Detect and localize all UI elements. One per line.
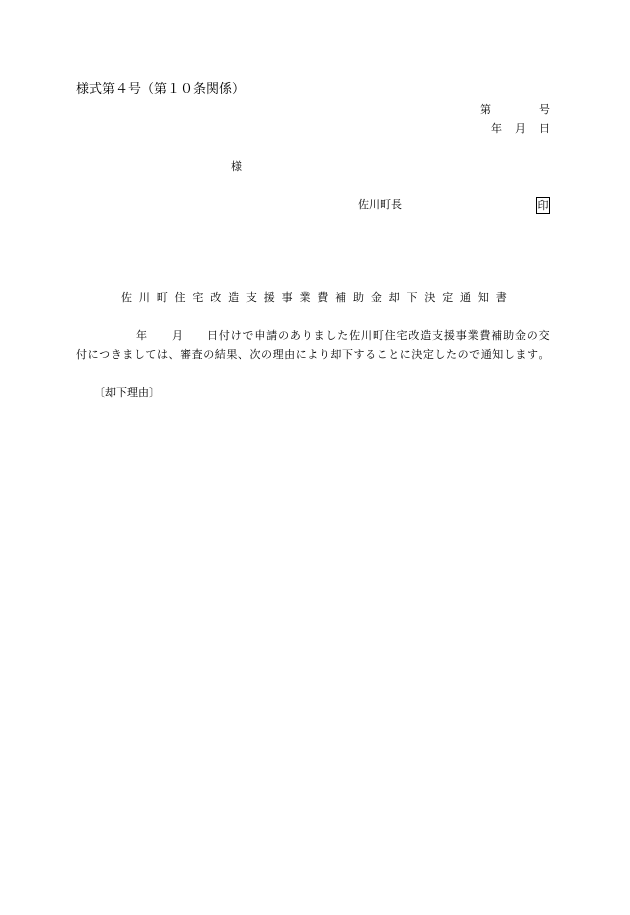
document-title-char: 川 <box>138 291 150 304</box>
body-line-1-char: 改 <box>408 329 420 342</box>
document-title-char: 費 <box>317 291 329 304</box>
body-year-label: 年 <box>136 329 147 342</box>
body-line-1-char: 川 <box>360 329 372 342</box>
body-line-2-char: 知 <box>492 348 504 361</box>
document-title-char: 定 <box>442 291 454 304</box>
document-title-char: 下 <box>406 291 418 304</box>
body-line-2-char: 決 <box>411 348 423 361</box>
body-line-2-char: 通 <box>480 348 492 361</box>
body-line-2-char: て <box>145 348 157 361</box>
body-line-2-char: 定 <box>422 348 434 361</box>
body-line-2-char: ま <box>122 348 134 361</box>
addressee-honorific: 様 <box>231 160 242 173</box>
document-title-char: 補 <box>335 291 347 304</box>
body-line-2-char: よ <box>307 348 319 361</box>
body-line-2-char: き <box>110 348 122 361</box>
body-line-2-char: の <box>203 348 215 361</box>
body-line-2-char: す <box>526 348 538 361</box>
date-day-label: 日 <box>539 122 550 135</box>
body-line-1-char: の <box>278 329 290 342</box>
body-line-2-char: 結 <box>214 348 226 361</box>
document-title <box>121 291 507 305</box>
document-title-char: 却 <box>388 291 400 304</box>
body-line-1-char: 業 <box>467 329 479 342</box>
body-line-1-char: 申 <box>254 329 266 342</box>
document-title-char: 通 <box>460 291 472 304</box>
body-line-2-char: 次 <box>249 348 261 361</box>
body-line-2-char: 理 <box>272 348 284 361</box>
body-line-2-char: 却 <box>330 348 342 361</box>
body-line-1-char: し <box>325 329 337 342</box>
body-line-1-char: 補 <box>491 329 503 342</box>
body-line-1-char: 費 <box>479 329 491 342</box>
form-label: 様式第４号（第１０条関係） <box>76 82 246 97</box>
body-line-2-char: の <box>457 348 469 361</box>
body-line-1-char: 日 <box>207 329 218 342</box>
body-line-2-char: 、 <box>237 348 249 361</box>
issuer-name: 佐川町長 <box>358 198 402 211</box>
seal-mark: 印 <box>537 199 549 212</box>
document-title-char: 佐 <box>121 291 132 304</box>
body-line-2-char: ま <box>515 348 527 361</box>
body-line-2-char: し <box>434 348 446 361</box>
body-line-1-char: あ <box>289 329 301 342</box>
document-title-char: 造 <box>228 291 240 304</box>
body-line-2-char: つ <box>99 348 111 361</box>
body-line-1-char: ま <box>313 329 325 342</box>
body-line-1-char: 交 <box>538 329 550 342</box>
document-title-char: 金 <box>370 291 382 304</box>
body-line-2-char: 。 <box>538 348 550 361</box>
body-line-2-char: 由 <box>284 348 296 361</box>
body-line-2-char: で <box>469 348 481 361</box>
document-number-suffix: 号 <box>539 103 550 116</box>
document-title-char: 知 <box>477 291 489 304</box>
body-line-1-char: 事 <box>455 329 467 342</box>
body-line-1-char: け <box>230 329 242 342</box>
body-line-1 <box>207 329 550 343</box>
date-month-label: 月 <box>515 122 526 135</box>
document-title-char: 改 <box>210 291 222 304</box>
body-line-2 <box>76 348 550 362</box>
body-line-2-char: 、 <box>168 348 180 361</box>
body-line-2-char: り <box>318 348 330 361</box>
body-line-1-char: 佐 <box>349 329 361 342</box>
body-line-2-char: 果 <box>226 348 238 361</box>
body-line-1-char: 請 <box>266 329 278 342</box>
document-title-char: 援 <box>263 291 275 304</box>
document-title-char: 宅 <box>192 291 204 304</box>
document-title-char: 住 <box>174 291 186 304</box>
body-line-2-char: に <box>399 348 411 361</box>
body-line-2-char: に <box>87 348 99 361</box>
body-line-1-char: の <box>526 329 538 342</box>
document-title-char: 書 <box>495 291 507 304</box>
document-number-prefix: 第 <box>480 103 491 116</box>
body-line-1-char: 住 <box>384 329 396 342</box>
document-title-char: 事 <box>281 291 293 304</box>
body-line-2-char: は <box>156 348 168 361</box>
document-title-char: 町 <box>156 291 168 304</box>
body-line-1-char: 助 <box>503 329 515 342</box>
body-line-2-char: 付 <box>76 348 87 361</box>
reason-heading: 〔却下理由〕 <box>94 386 160 399</box>
document-title-char: 業 <box>299 291 311 304</box>
body-line-2-char: す <box>353 348 365 361</box>
body-line-2-char: 査 <box>191 348 203 361</box>
body-line-1-char: た <box>337 329 349 342</box>
body-line-2-char: の <box>261 348 272 361</box>
body-line-2-char: に <box>295 348 307 361</box>
body-line-1-char: 支 <box>432 329 444 342</box>
body-line-1-char: り <box>301 329 313 342</box>
body-line-2-char: こ <box>376 348 388 361</box>
body-line-1-char: 金 <box>514 329 526 342</box>
document-title-char: 支 <box>245 291 257 304</box>
body-line-2-char: と <box>388 348 400 361</box>
document-title-char: 助 <box>352 291 364 304</box>
body-line-1-char: 付 <box>218 329 230 342</box>
body-line-2-char: し <box>503 348 515 361</box>
body-line-2-char: 下 <box>341 348 353 361</box>
body-line-2-char: 審 <box>180 348 192 361</box>
body-line-1-char: 造 <box>420 329 432 342</box>
body-line-1-char: 援 <box>443 329 455 342</box>
body-line-2-char: し <box>133 348 145 361</box>
body-line-1-char: で <box>242 329 254 342</box>
body-line-1-char: 宅 <box>396 329 408 342</box>
body-line-2-char: た <box>446 348 457 361</box>
body-line-1-char: 町 <box>372 329 384 342</box>
body-month-label: 月 <box>172 329 183 342</box>
body-line-2-char: る <box>365 348 377 361</box>
document-title-char: 決 <box>424 291 436 304</box>
date-year-label: 年 <box>491 122 502 135</box>
